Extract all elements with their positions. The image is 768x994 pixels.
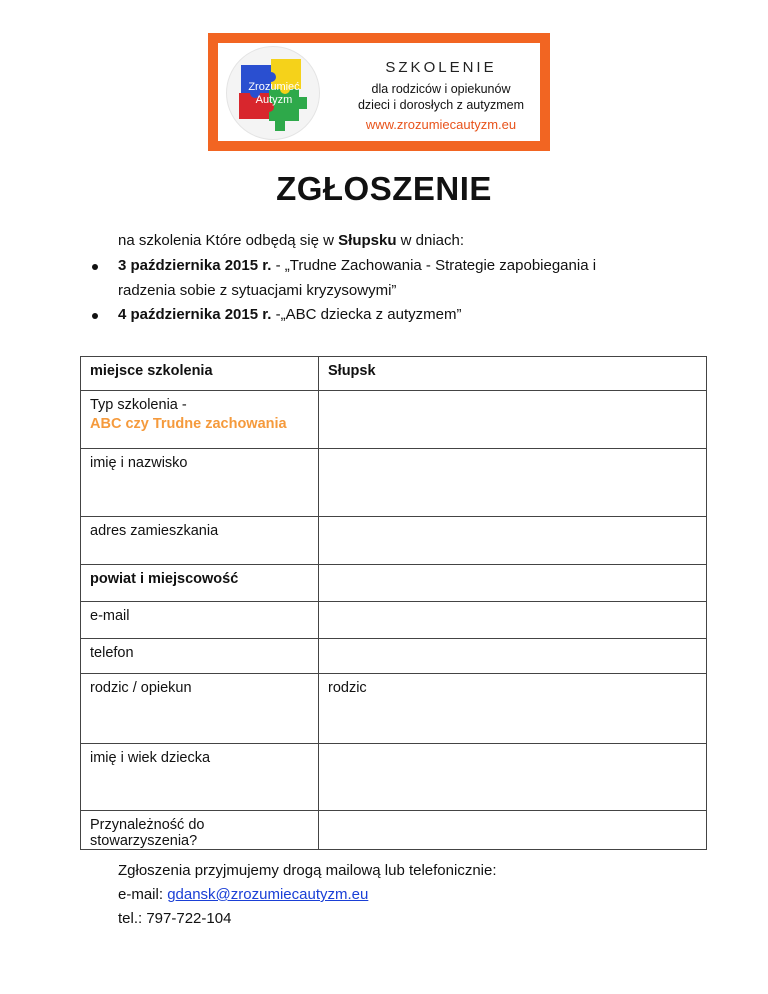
field-value-child[interactable] (319, 744, 707, 811)
field-value-district[interactable] (319, 565, 707, 602)
field-label-location: miejsce szkolenia (81, 357, 319, 391)
contact-email-link[interactable]: gdansk@zrozumiecautyzm.eu (167, 886, 369, 903)
contact-info-text: Zgłoszenia przyjmujemy drogą mailową lub telefonicznie: (118, 862, 497, 879)
banner-subtitle-2: dzieci i dorosłych z autyzmem (357, 98, 525, 112)
field-value-membership[interactable] (319, 811, 707, 850)
contact-phone: tel.: 797-722-104 (118, 910, 232, 927)
field-label-email: e-mail (81, 602, 319, 639)
training-item-2-title: -„ABC dziecka z autyzmem” (271, 306, 462, 323)
training-item-2 (118, 306, 461, 323)
field-value-email[interactable] (319, 602, 707, 639)
field-value-phone[interactable] (319, 639, 707, 674)
table-row (81, 565, 707, 602)
field-value-name[interactable] (319, 449, 707, 517)
table-row (81, 357, 707, 391)
puzzle-logo-icon (227, 47, 319, 139)
table-row (81, 744, 707, 811)
banner-url: www.zrozumiecautyzm.eu (365, 117, 517, 132)
intro-line (118, 232, 464, 249)
training-item-1-title: - „Trudne Zachowania - Strategie zapobiegania i (271, 257, 597, 274)
training-item-1-date: 3 października 2015 r. (118, 257, 272, 274)
banner-panel (218, 43, 540, 141)
banner-subtitle-1: dla rodziców i opiekunów (371, 82, 511, 96)
intro-city: Słupsku (338, 232, 397, 249)
field-value-address[interactable] (319, 517, 707, 565)
field-label-role: rodzic / opiekun (81, 674, 319, 744)
training-item-2-date: 4 października 2015 r. (118, 306, 272, 323)
intro-text-pre: na szkolenia Które odbędą się w (118, 232, 339, 249)
table-row (81, 391, 707, 449)
table-row (81, 517, 707, 565)
registration-form-table (80, 356, 707, 850)
field-value-training-type[interactable] (319, 391, 707, 449)
contact-email-label: e-mail: (118, 886, 168, 903)
page-title: ZGŁOSZENIE (276, 170, 492, 207)
table-row (81, 602, 707, 639)
field-label-phone: telefon (81, 639, 319, 674)
header-banner (208, 33, 550, 151)
puzzle-logo (226, 46, 320, 140)
training-item-1-continued: radzenia sobie z sytuacjami kryzysowymi” (118, 282, 397, 299)
field-label-training-type: Typ szkolenia - ABC czy Trudne zachowania (81, 391, 319, 449)
intro-text-post: w dniach: (396, 232, 465, 249)
bullet-icon (92, 313, 98, 319)
table-row (81, 639, 707, 674)
table-row (81, 449, 707, 517)
logo-text-line2: Autyzm (255, 94, 293, 106)
training-item-1 (118, 257, 596, 274)
field-label-district: powiat i miejscowość (81, 565, 319, 602)
field-label-address: adres zamieszkania (81, 517, 319, 565)
field-value-role[interactable]: rodzic (319, 674, 707, 744)
table-row (81, 674, 707, 744)
logo-text-line1: Zrozumieć (248, 81, 300, 93)
field-label-child: imię i wiek dziecka (81, 744, 319, 811)
table-row (81, 811, 707, 850)
field-label-name: imię i nazwisko (81, 449, 319, 517)
training-type-options: ABC czy Trudne zachowania (90, 416, 287, 432)
banner-title: SZKOLENIE (385, 59, 497, 76)
bullet-icon (92, 264, 98, 270)
field-label-membership: Przynależność do stowarzyszenia? (81, 811, 319, 850)
field-value-location[interactable]: Słupsk (319, 357, 707, 391)
contact-email-line (118, 886, 368, 903)
